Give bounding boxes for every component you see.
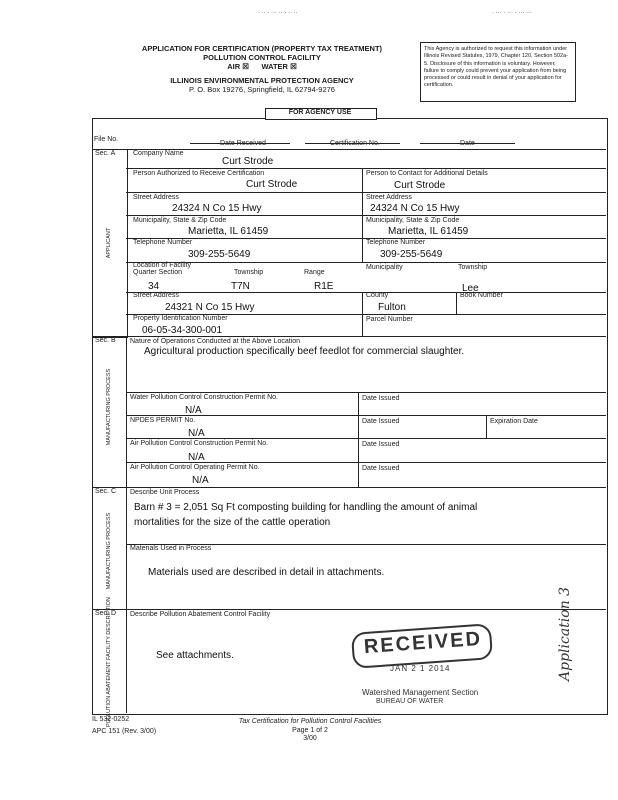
phone2-value: 309-255-5649: [380, 249, 443, 260]
privacy-notice: This Agency is authorized to request this information under Illinois Revised Statutes, 1979, Chapter 120, Section 502a-5. Disclosure of this information is voluntary. However, failure to comply could prevent your application from being processed or could result in denial of your application for certification.: [420, 42, 576, 102]
county-label: County: [366, 292, 389, 299]
npdes-label: NPDES PERMIT No.: [130, 417, 196, 424]
air-operate-value: N/A: [192, 475, 209, 486]
footer-page: Page 1 of 2: [292, 727, 328, 734]
title-line2: POLLUTION CONTROL FACILITY: [203, 53, 321, 62]
npdes-date-label: Date Issued: [362, 418, 400, 425]
phone1-label: Telephone Number: [133, 239, 193, 246]
water-checkbox: ☒: [290, 62, 297, 71]
sec-b-mid-divider: [358, 392, 359, 487]
air-water-line: [112, 62, 412, 71]
company-name-label: Company Name: [133, 150, 184, 157]
date-label: Date: [460, 140, 475, 147]
date-received-label: Date Received: [220, 140, 266, 147]
expiration-divider: [486, 415, 487, 438]
fax-header-right: · ··· · ··· · ··· ···: [492, 10, 532, 16]
received-stamp-date: JAN 2 1 2014: [390, 664, 451, 673]
agency-address: P. O. Box 19276, Springfield, IL 62794-9276: [189, 85, 335, 94]
form-title: [112, 44, 412, 94]
footer-date: 3/00: [303, 735, 317, 742]
title-line1: APPLICATION FOR CERTIFICATION (PROPERTY TAX TREATMENT): [141, 44, 383, 53]
sec-c-bottom: [92, 609, 606, 610]
fax-header-left: · ·· · ··· ·· · ·· ··: [258, 10, 298, 16]
rule: [126, 262, 606, 263]
sec-a-bottom: [92, 336, 606, 337]
water-permit-value: N/A: [185, 405, 202, 416]
pin-value: 06-05-34-300-001: [142, 325, 223, 336]
authorized-label: Person Authorized to Receive Certification: [133, 170, 265, 177]
sec-b-side-divider: [126, 336, 127, 487]
sec-a-side-label: APPLICANT: [106, 227, 112, 259]
street2-value: 24324 N Co 15 Hwy: [370, 203, 460, 214]
rule: [126, 438, 606, 439]
sec-b-side-label: MANUFACTURING PROCESS: [106, 368, 112, 446]
township-value: T7N: [231, 281, 250, 292]
unit-process-line2: mortalities for the size of the cattle operation: [134, 517, 331, 528]
contact-value: Curt Strode: [394, 180, 446, 191]
unit-process-line1: Barn # 3 = 2,051 Sq Ft composting building for handling the amount of animal: [134, 502, 478, 513]
abatement-label: Describe Pollution Abatement Control Facility: [130, 611, 271, 618]
air-checkbox: ☒: [242, 62, 249, 71]
materials-label: Materials Used in Process: [130, 545, 212, 552]
authorized-value: Curt Strode: [246, 179, 298, 190]
muni1-value: Marietta, IL 61459: [188, 226, 269, 237]
book-divider: [456, 292, 457, 314]
handwritten-note: Application 3: [557, 586, 573, 681]
unit-process-label: Describe Unit Process: [130, 489, 200, 496]
air-operate-date-label: Date Issued: [362, 465, 400, 472]
muni2-value: Marietta, IL 61459: [388, 226, 469, 237]
sec-b-bottom: [92, 487, 606, 488]
municipality-label: Municipality: [366, 264, 403, 271]
abatement-value: See attachments.: [156, 650, 234, 661]
muni2-label: Municipality, State & Zip Code: [366, 217, 460, 224]
air-label: AIR: [227, 62, 241, 71]
water-label: WATER: [261, 62, 288, 71]
npdes-value: N/A: [188, 428, 205, 439]
rule: [126, 392, 606, 393]
phone1-value: 309-255-5649: [188, 249, 251, 260]
footer-title: Tax Certification for Pollution Control Facilities: [238, 718, 382, 725]
agency-use-heading: FOR AGENCY USE: [288, 109, 352, 116]
range-label: Range: [304, 269, 325, 276]
book-label: Book Number: [460, 292, 503, 299]
certification-no-label: Certification No.: [330, 140, 380, 147]
rule: [126, 215, 606, 216]
muni1-label: Municipality, State & Zip Code: [133, 217, 227, 224]
township2-value: Lee: [462, 283, 479, 294]
agency-name: ILLINOIS ENVIRONMENTAL PROTECTION AGENCY: [170, 76, 354, 85]
sec-d-side-label: POLLUTION ABATEMENT FACILITY DESCRIPTION: [106, 597, 112, 727]
township-label: Township: [234, 269, 264, 276]
sec-a-tag: Sec. A: [95, 150, 116, 157]
air-construct-label: Air Pollution Control Construction Permit No.: [130, 440, 269, 447]
street3-label: Street Address: [133, 292, 179, 299]
received-stamp-bureau: BUREAU OF WATER: [376, 698, 444, 705]
rule: [126, 415, 606, 416]
street3-value: 24321 N Co 15 Hwy: [165, 302, 255, 313]
phone2-label: Telephone Number: [366, 239, 426, 246]
quarter-label: Quarter Section: [133, 269, 183, 276]
sec-c-tag: Sec. C: [95, 488, 117, 495]
parcel-label: Parcel Number: [366, 316, 413, 323]
rule: [126, 192, 606, 193]
sec-d-side-divider: [126, 609, 127, 713]
received-stamp-section: Watershed Management Section: [362, 688, 479, 697]
air-construct-date-label: Date Issued: [362, 441, 400, 448]
footer-form-revision: APC 151 (Rev. 3/00): [92, 728, 157, 735]
nature-label: Nature of Operations Conducted at the Above Location: [130, 338, 301, 345]
county-value: Fulton: [378, 302, 406, 313]
quarter-value: 34: [148, 281, 160, 292]
sec-c-side-divider: [126, 487, 127, 609]
received-stamp-text: RECEIVED: [363, 627, 483, 659]
range-value: R1E: [314, 281, 334, 292]
street1-value: 24324 N Co 15 Hwy: [172, 203, 262, 214]
expiration-label: Expiration Date: [490, 418, 538, 425]
nature-value: Agricultural production specifically beef feedlot for commercial slaughter.: [144, 346, 465, 357]
sec-b-tag: Sec. B: [95, 337, 116, 344]
air-construct-value: N/A: [188, 452, 205, 463]
pin-label: Property Identification Number: [133, 315, 228, 322]
air-operate-label: Air Pollution Control Operating Permit No.: [130, 464, 260, 471]
company-name-value: Curt Strode: [222, 156, 274, 167]
water-date-label: Date Issued: [362, 395, 400, 402]
contact-label: Person to Contact for Additional Details: [366, 170, 488, 177]
street2-label: Street Address: [366, 194, 412, 201]
sec-c-side-label: MANUFACTURING PROCESS: [106, 512, 112, 590]
rule: [126, 462, 606, 463]
rule: [126, 168, 606, 169]
water-permit-label: Water Pollution Control Construction Permit No.: [130, 394, 278, 401]
file-no-label: File No.: [94, 136, 119, 143]
materials-value: Materials used are described in detail in attachments.: [148, 567, 385, 578]
sec-d-tag: Sec. D: [95, 610, 117, 617]
street1-label: Street Address: [133, 194, 179, 201]
township2-label: Township: [458, 264, 488, 271]
location-label: Location of Facility: [133, 262, 191, 269]
footer-form-number: IL 532-0252: [92, 716, 130, 723]
